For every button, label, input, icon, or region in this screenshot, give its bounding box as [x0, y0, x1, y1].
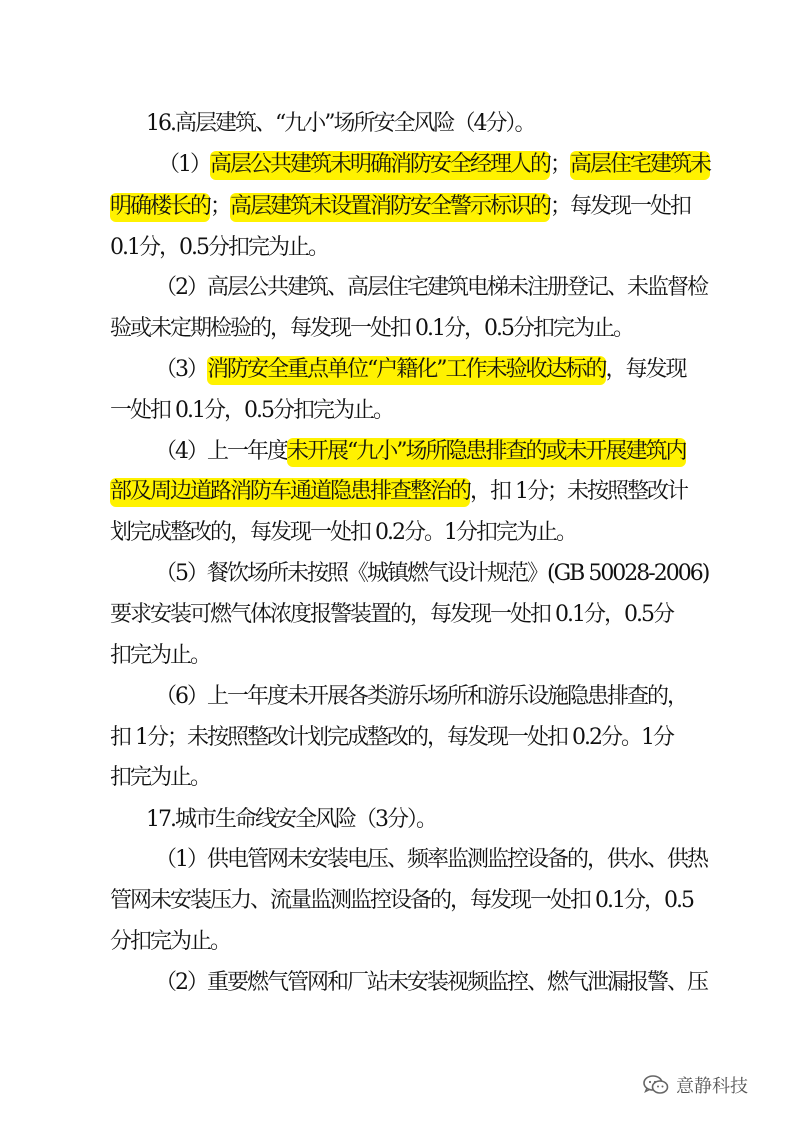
text-line [155, 677, 704, 717]
text-segment: （1） [158, 152, 210, 177]
highlighted-text: 部及周边道路消防车通道隐患排查整治的 [110, 478, 470, 507]
wechat-icon [642, 1074, 670, 1096]
text-segment: 管网未安装压力、流量监测监控设备的，每发现一处扣 0.1分，0.5 [110, 888, 693, 913]
highlighted-text: 未开展“九小”场所隐患排查的或未开展建筑内 [287, 438, 686, 467]
text-segment: 要求安装可燃气体浓度报警装置的，每发现一处扣 0.1分，0.5分 [110, 602, 673, 627]
text-segment: ； [550, 152, 571, 177]
text-segment: ，每发现 [605, 357, 686, 382]
text-line [155, 432, 704, 472]
text-segment: 验或未定期检验的，每发现一处扣 0.1分，0.5分扣完为止。 [110, 316, 633, 341]
text-line [110, 922, 704, 962]
text-segment: 0.1分，0.5分扣完为止。 [110, 235, 328, 260]
text-line [155, 350, 704, 390]
text-line [110, 513, 704, 553]
text-segment: ； [210, 194, 231, 219]
text-line [110, 595, 704, 635]
text-line [155, 963, 707, 1003]
text-line [110, 309, 704, 349]
text-segment: （2）高层公共建筑、高层住宅建筑电梯未注册登记、未监督检 [155, 275, 707, 300]
text-segment: 扣完为止。 [110, 765, 211, 790]
text-line [110, 228, 704, 268]
text-line [110, 636, 704, 676]
text-line [110, 187, 704, 227]
text-line [110, 472, 704, 512]
highlighted-text: 消防安全重点单位“户籍化”工作未验收达标的 [207, 356, 606, 385]
highlighted-text: 高层建筑未设置消防安全警示标识的 [230, 193, 550, 222]
text-segment: 分扣完为止。 [110, 929, 231, 954]
text-line [158, 145, 711, 185]
text-segment: （3） [155, 357, 207, 382]
text-line [155, 268, 707, 308]
text-segment: ，扣 1分；未按照整改计 [470, 479, 688, 504]
text-segment: （2）重要燃气管网和厂站未安装视频监控、燃气泄漏报警、压 [155, 970, 707, 995]
text-line [110, 881, 704, 921]
text-line [155, 554, 709, 594]
text-line [110, 391, 704, 431]
highlighted-text: 高层公共建筑未明确消防安全经理人的 [210, 151, 550, 180]
text-segment: （4）上一年度 [155, 439, 287, 464]
text-segment: （1）供电管网未安装电压、频率监测监控设备的，供水、供热 [155, 847, 707, 872]
text-segment: （6）上一年度未开展各类游乐场所和游乐设施隐患排查的， [155, 684, 687, 709]
text-segment: 划完成整改的，每发现一处扣 0.2分。1分扣完为止。 [110, 520, 576, 545]
watermark [642, 1072, 748, 1098]
highlighted-text: 明确楼长的 [110, 193, 210, 222]
text-segment: 17.城市生命线安全风险（3分）。 [146, 807, 436, 832]
watermark-text: 意静科技 [676, 1076, 748, 1097]
text-line [110, 758, 704, 798]
text-segment: 16.高层建筑、“九小”场所安全风险（4分）。 [146, 111, 535, 136]
text-segment: ；每发现一处扣 [550, 194, 691, 219]
text-segment: 一处扣 0.1分，0.5分扣完为止。 [110, 398, 393, 423]
text-line [110, 718, 704, 758]
highlighted-text: 高层住宅建筑未 [570, 151, 710, 180]
text-segment: 扣 1分；未按照整改计划完成整改的，每发现一处扣 0.2分。1分 [110, 725, 673, 750]
text-line [155, 840, 707, 880]
text-line [146, 800, 704, 840]
text-segment: 扣完为止。 [110, 643, 211, 668]
text-line [146, 104, 704, 144]
text-segment: （5）餐饮场所未按照《城镇燃气设计规范》(GB 50028-2006) [155, 561, 709, 586]
